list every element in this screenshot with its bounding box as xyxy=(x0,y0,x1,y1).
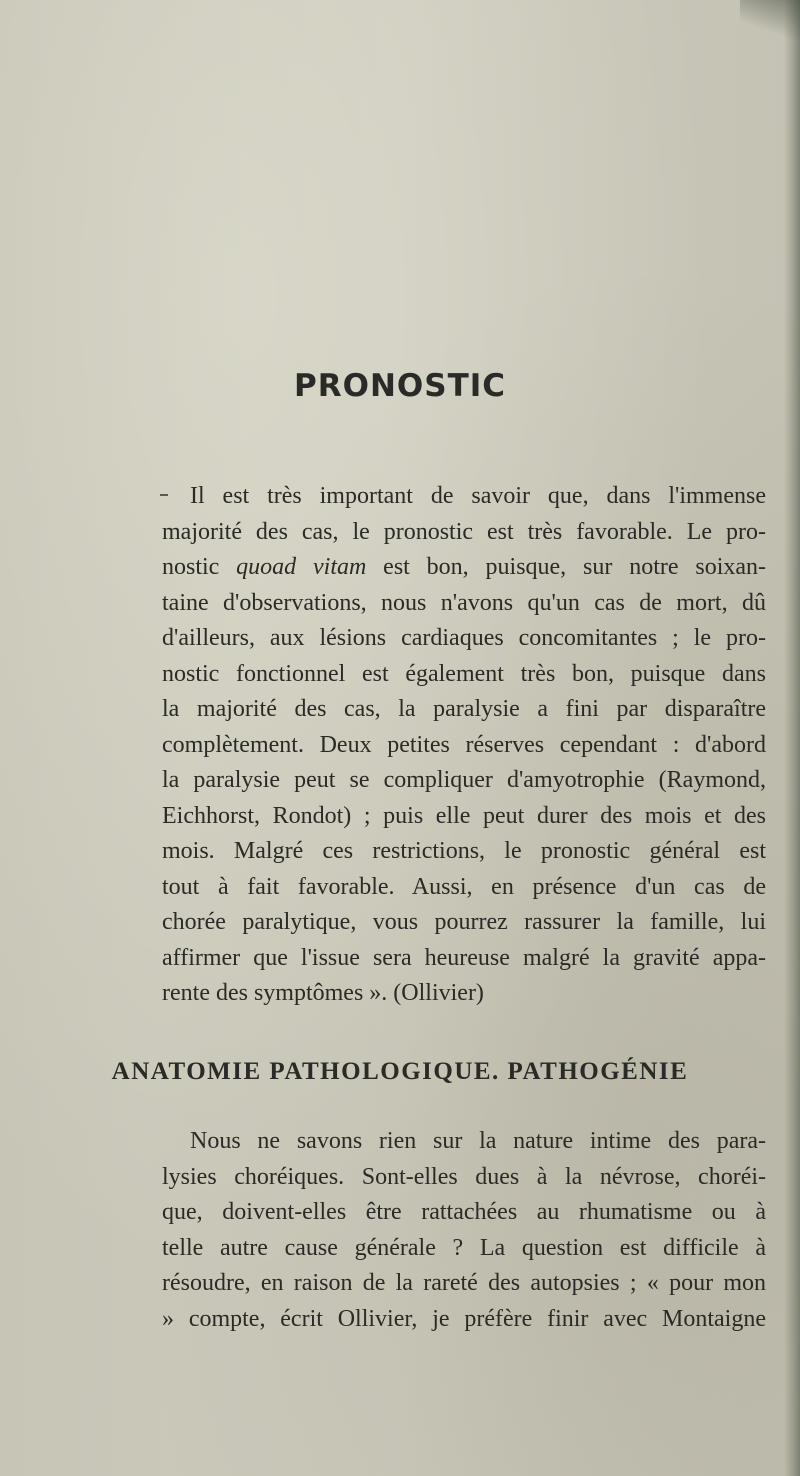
text-line: que, doivent-elles être rattachées au rhumatisme ou à xyxy=(162,1199,766,1225)
paragraph-anatomie xyxy=(162,1124,766,1337)
text-line: » compte, écrit Ollivier, je préfère finir avec Montaigne xyxy=(162,1305,766,1332)
page-corner-shadow xyxy=(740,0,800,40)
text-line: résoudre, en raison de la rareté des autopsies ; « pour mon xyxy=(162,1270,766,1296)
paragraph-pronostic xyxy=(162,479,766,1012)
text-line: lysies choréiques. Sont-elles dues à la névrose, choréi- xyxy=(162,1163,766,1190)
text-line: d'ailleurs, aux lésions cardiaques concomitantes ; le pro- xyxy=(162,625,766,651)
text-fragment: est bon, puisque, sur notre soixan- xyxy=(366,554,766,580)
text-line xyxy=(162,550,766,586)
text-line: nostic fonctionnel est également très bon, puisque dans xyxy=(162,660,766,687)
text-line: Eichhorst, Rondot) ; puis elle peut durer des mois et des xyxy=(162,802,766,829)
text-line: Nous ne savons rien sur la nature intime des para- xyxy=(190,1128,766,1154)
page-edge-shadow xyxy=(784,0,800,1476)
text-line: rente des symptômes ». (Ollivier) xyxy=(162,980,484,1006)
text-line: telle autre cause générale ? La question est difficile à xyxy=(162,1234,766,1261)
text-line: Il est très important de savoir que, dans l'immense xyxy=(190,483,766,509)
text-line: mois. Malgré ces restrictions, le pronostic général est xyxy=(162,838,766,864)
section-title-anatomie: ANATOMIE PATHOLOGIQUE. PATHOGÉNIE xyxy=(111,1058,689,1085)
text-fragment: nostic xyxy=(162,554,237,580)
text-line: taine d'observations, nous n'avons qu'un cas de mort, dû xyxy=(162,589,766,616)
text-line: complètement. Deux petites réserves cependant : d'abord xyxy=(162,731,766,758)
text-line: la paralysie peut se compliquer d'amyotrophie (Raymond, xyxy=(162,767,766,793)
text-line: tout à fait favorable. Aussi, en présence d'un cas de xyxy=(162,873,766,900)
italic-phrase: quoad vitam xyxy=(236,554,367,580)
text-line: affirmer que l'issue sera heureuse malgré la gravité appa- xyxy=(162,944,766,971)
text-line: chorée paralytique, vous pourrez rassurer la famille, lui xyxy=(162,909,766,935)
section-title-pronostic: PRONOSTIC xyxy=(294,368,506,404)
text-line: la majorité des cas, la paralysie a fini par disparaître xyxy=(162,696,766,722)
text-line: majorité des cas, le pronostic est très favorable. Le pro- xyxy=(162,518,766,545)
